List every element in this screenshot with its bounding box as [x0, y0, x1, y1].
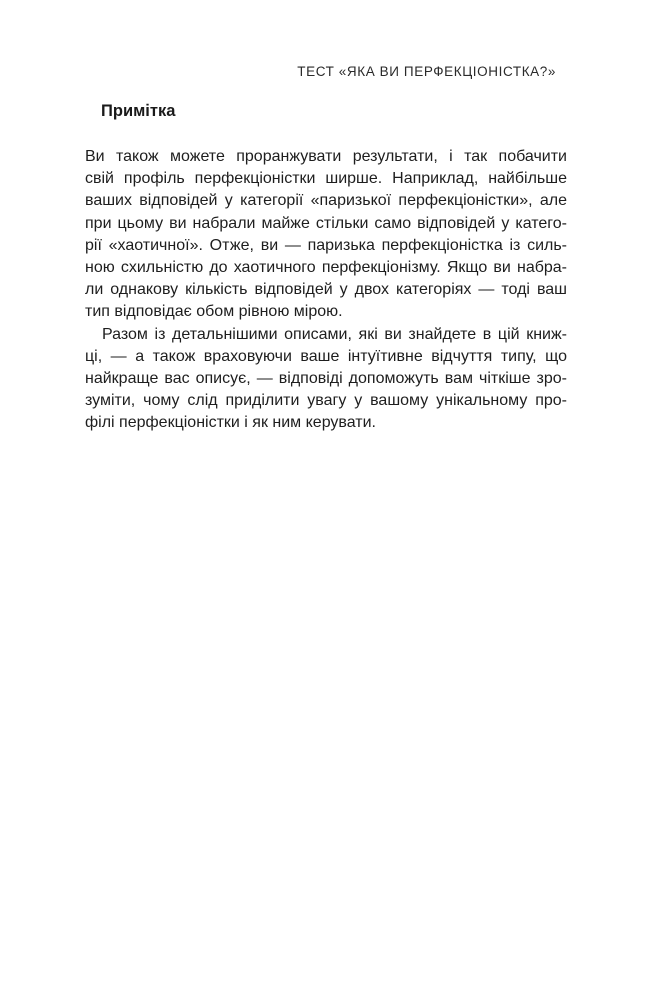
text-line: філі перфекціоністки і як ним керувати.	[85, 414, 376, 432]
text-line: Ви також можете проранжувати результати, і так побачити	[85, 148, 567, 165]
text-line: Разом із детальнішими описами, які ви знайдете в цій книж-	[102, 325, 567, 343]
paragraph-1	[85, 146, 567, 324]
text-line: тип відповідає обом рівною мірою.	[85, 303, 343, 321]
text-line: рії «хаотичної». Отже, ви — паризька перфекціоністка із силь-	[85, 236, 567, 254]
body-text	[85, 146, 567, 435]
text-line: свій профіль перфекціоністки ширше. Наприклад, найбільше	[85, 170, 567, 188]
text-line: найкраще вас описує, — відповіді допоможуть вам чіткіше зро-	[85, 370, 567, 388]
paragraph-2	[85, 324, 567, 435]
running-header: ТЕСТ «ЯКА ВИ ПЕРФЕКЦІОНІСТКА?»	[297, 64, 556, 79]
text-line: ці, — а також враховуючи ваше інтуїтивне відчуття типу, що	[85, 347, 567, 365]
text-line: при цьому ви набрали майже стільки само відповідей у катего-	[85, 214, 567, 232]
text-line: зуміти, чому слід приділити увагу у вашому унікальному про-	[85, 392, 567, 410]
section-title: Примітка	[101, 102, 176, 120]
text-line: ли однакову кількість відповідей у двох категоріях — тоді ваш	[85, 281, 567, 299]
text-line: ною схильністю до хаотичного перфекціонізму. Якщо ви набра-	[85, 259, 567, 277]
text-line: ваших відповідей у категорії «паризької перфекціоністки», але	[85, 192, 567, 210]
